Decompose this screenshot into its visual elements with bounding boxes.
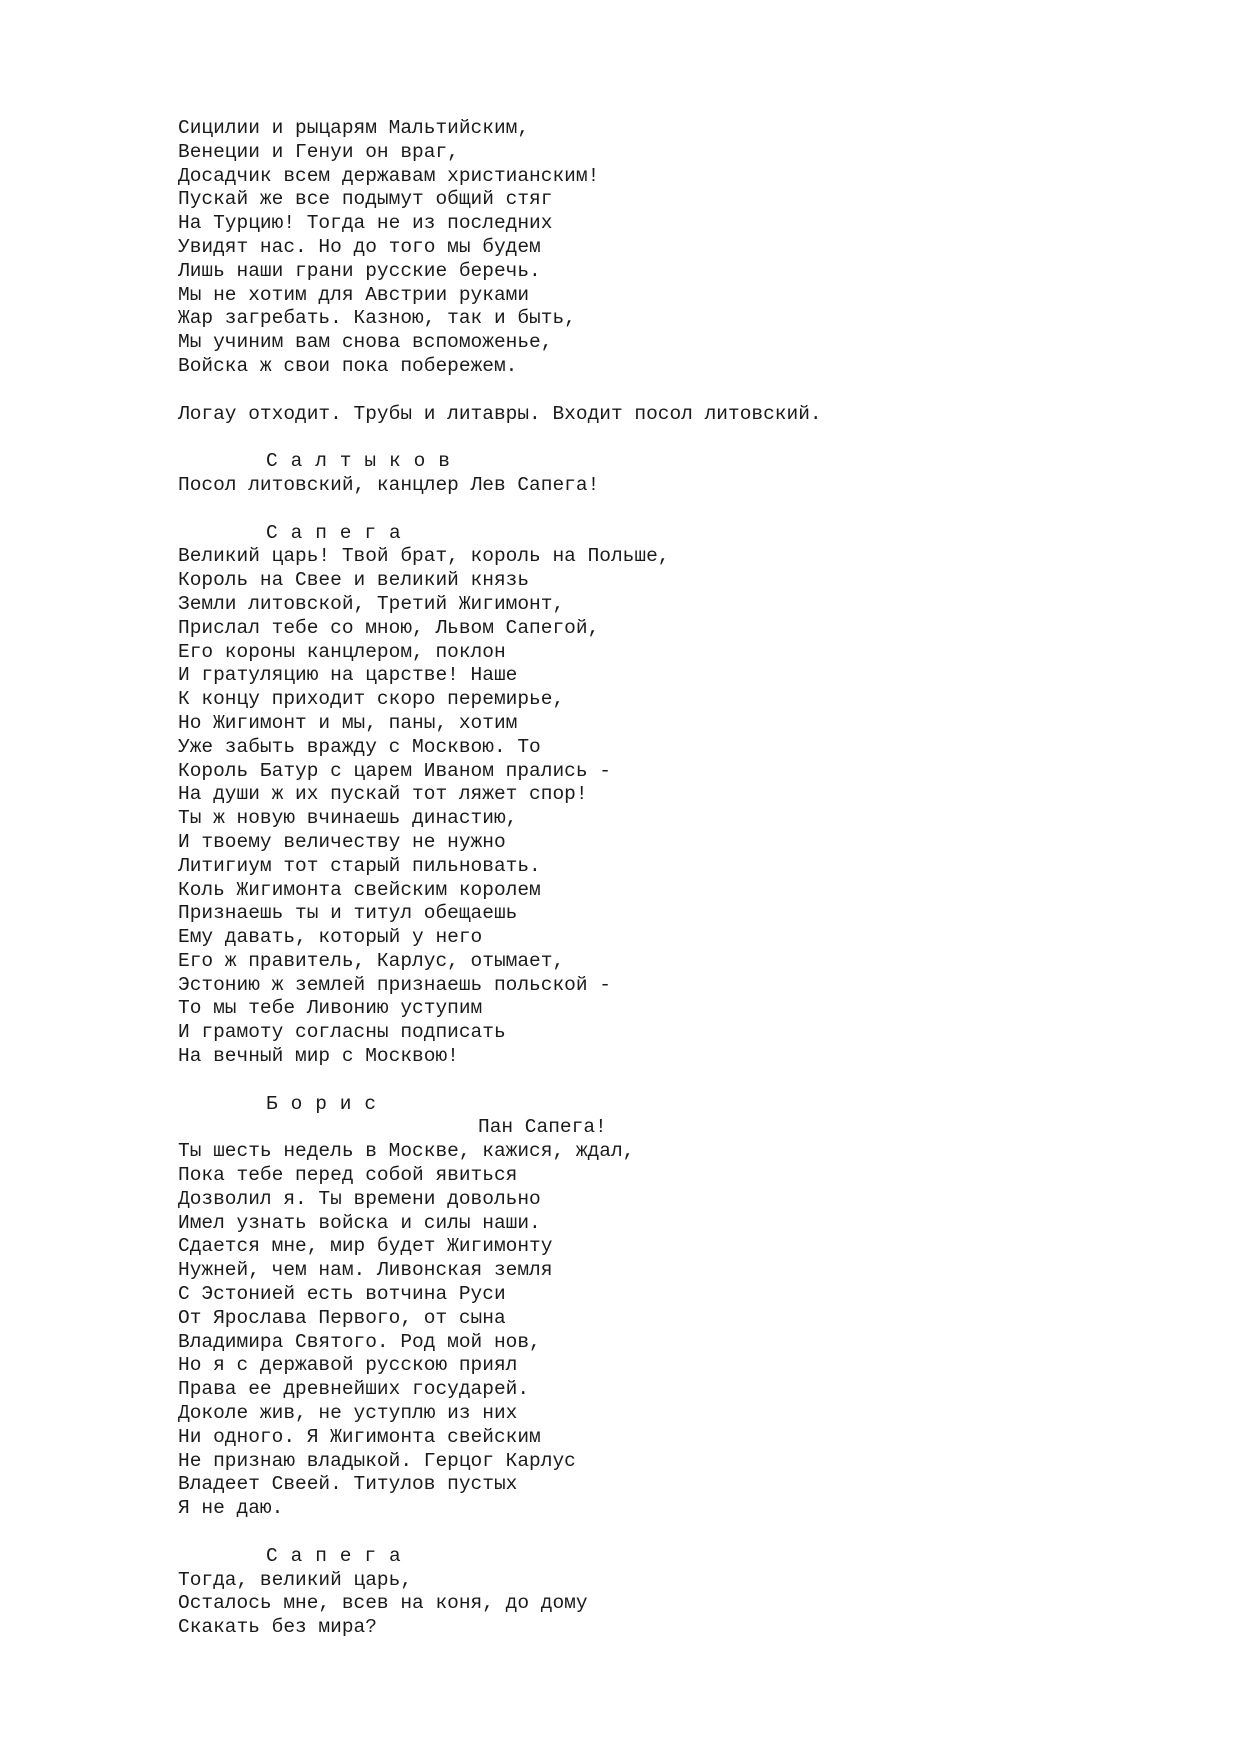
verse-line: К концу приходит скоро перемирье, <box>178 688 565 711</box>
blank-line <box>178 1069 1178 1093</box>
verse-line: И твоему величеству не нужно <box>178 830 506 853</box>
verse-line: Жар загребать. Казною, так и быть, <box>178 307 576 330</box>
verse-line: Скакать без мира? <box>178 1616 377 1639</box>
verse-line: Мы учиним вам снова вспоможенье, <box>178 331 553 354</box>
verse-line: Признаешь ты и титул обещаешь <box>178 902 518 925</box>
verse-line: На вечный мир с Москвою! <box>178 1045 459 1068</box>
verse-line: Владимира Святого. Род мой нов, <box>178 1330 541 1353</box>
verse-line: Ты шесть недель в Москве, кажися, ждал, <box>178 1140 635 1163</box>
verse-line: От Ярослава Первого, от сына <box>178 1306 506 1329</box>
blank-line <box>178 426 1178 450</box>
verse-line: Пускай же все подымут общий стяг <box>178 188 553 211</box>
verse-line: Коль Жигимонта свейским королем <box>178 878 541 901</box>
verse-line: Осталось мне, всев на коня, до дому <box>178 1592 588 1615</box>
verse-line: Сдается мне, мир будет Жигимонту <box>178 1235 553 1258</box>
verse-line: Ты ж новую вчинаешь династию, <box>178 807 518 830</box>
verse-line: Владеет Свеей. Титулов пустых <box>178 1473 518 1496</box>
speaker-name: С а п е г а <box>266 521 402 544</box>
verse-line: Великий царь! Твой брат, король на Польше, <box>178 545 670 568</box>
verse-line: Но Жигимонт и мы, паны, хотим <box>178 711 518 734</box>
verse-line: Ни одного. Я Жигимонта свейским <box>178 1425 541 1448</box>
verse-line: Дозволил я. Ты времени довольно <box>178 1187 541 1210</box>
verse-line: С Эстонией есть вотчина Руси <box>178 1283 506 1306</box>
speaker-name: С а л т ы к о в <box>266 450 451 473</box>
speaker-name: С а п е г а <box>266 1544 402 1567</box>
verse-line: Лишь наши грани русские беречь. <box>178 259 541 282</box>
verse-line: На души ж их пускай тот ляжет спор! <box>178 783 588 806</box>
verse-line-continuation: Пан Сапега! <box>478 1116 607 1139</box>
verse-line: Король на Свее и великий князь <box>178 569 530 592</box>
verse-line: Посол литовский, канцлер Лев Сапега! <box>178 473 600 496</box>
speaker-name: Б о р и с <box>266 1092 377 1115</box>
verse-line: Не признаю владыкой. Герцог Карлус <box>178 1449 576 1472</box>
verse-line: На Турцию! Тогда не из последних <box>178 212 553 235</box>
stage-direction: Логау отходит. Трубы и литавры. Входит посол литовский. <box>178 402 822 425</box>
document-page <box>178 117 1178 1640</box>
blank-line <box>178 379 1178 403</box>
verse-line: Прислал тебе со мною, Львом Сапегой, <box>178 616 600 639</box>
verse-line: Я не даю. <box>178 1497 284 1520</box>
verse-line: Король Батур с царем Иваном прались - <box>178 759 611 782</box>
verse-line: Эстонию ж землей признаешь польской - <box>178 973 611 996</box>
verse-line: И грамоту согласны подписать <box>178 1021 506 1044</box>
blank-line <box>178 1521 1178 1545</box>
verse-line: То мы тебе Ливонию уступим <box>178 997 483 1020</box>
verse-line: Его ж правитель, Карлус, отымает, <box>178 949 565 972</box>
verse-line: Нужней, чем нам. Ливонская земля <box>178 1259 553 1282</box>
verse-line: Его короны канцлером, поклон <box>178 640 506 663</box>
verse-line: Войска ж свои пока побережем. <box>178 354 518 377</box>
blank-line <box>178 498 1178 522</box>
verse-line: Сицилии и рыцарям Мальтийским, <box>178 117 530 139</box>
verse-line: Доколе жив, не уступлю из них <box>178 1402 518 1425</box>
verse-line: Пока тебе перед собой явиться <box>178 1164 518 1187</box>
verse-line: Увидят нас. Но до того мы будем <box>178 235 541 258</box>
verse-line: Имел узнать войска и силы наши. <box>178 1211 541 1234</box>
verse-line: Мы не хотим для Австрии руками <box>178 283 530 306</box>
verse-line: Литигиум тот старый пильновать. <box>178 854 541 877</box>
verse-line: Тогда, великий царь, <box>178 1568 413 1591</box>
verse-line: Досадчик всем державам христианским! <box>178 164 600 187</box>
verse-line: Земли литовской, Третий Жигимонт, <box>178 592 565 615</box>
verse-line: Венеции и Генуи он враг, <box>178 140 459 163</box>
verse-line: Ему давать, который у него <box>178 926 483 949</box>
verse-line: И гратуляцию на царстве! Наше <box>178 664 518 687</box>
verse-line: Но я с державой русскою приял <box>178 1354 518 1377</box>
verse-line: Права ее древнейших государей. <box>178 1378 530 1401</box>
verse-line: Уже забыть вражду с Москвою. То <box>178 735 541 758</box>
